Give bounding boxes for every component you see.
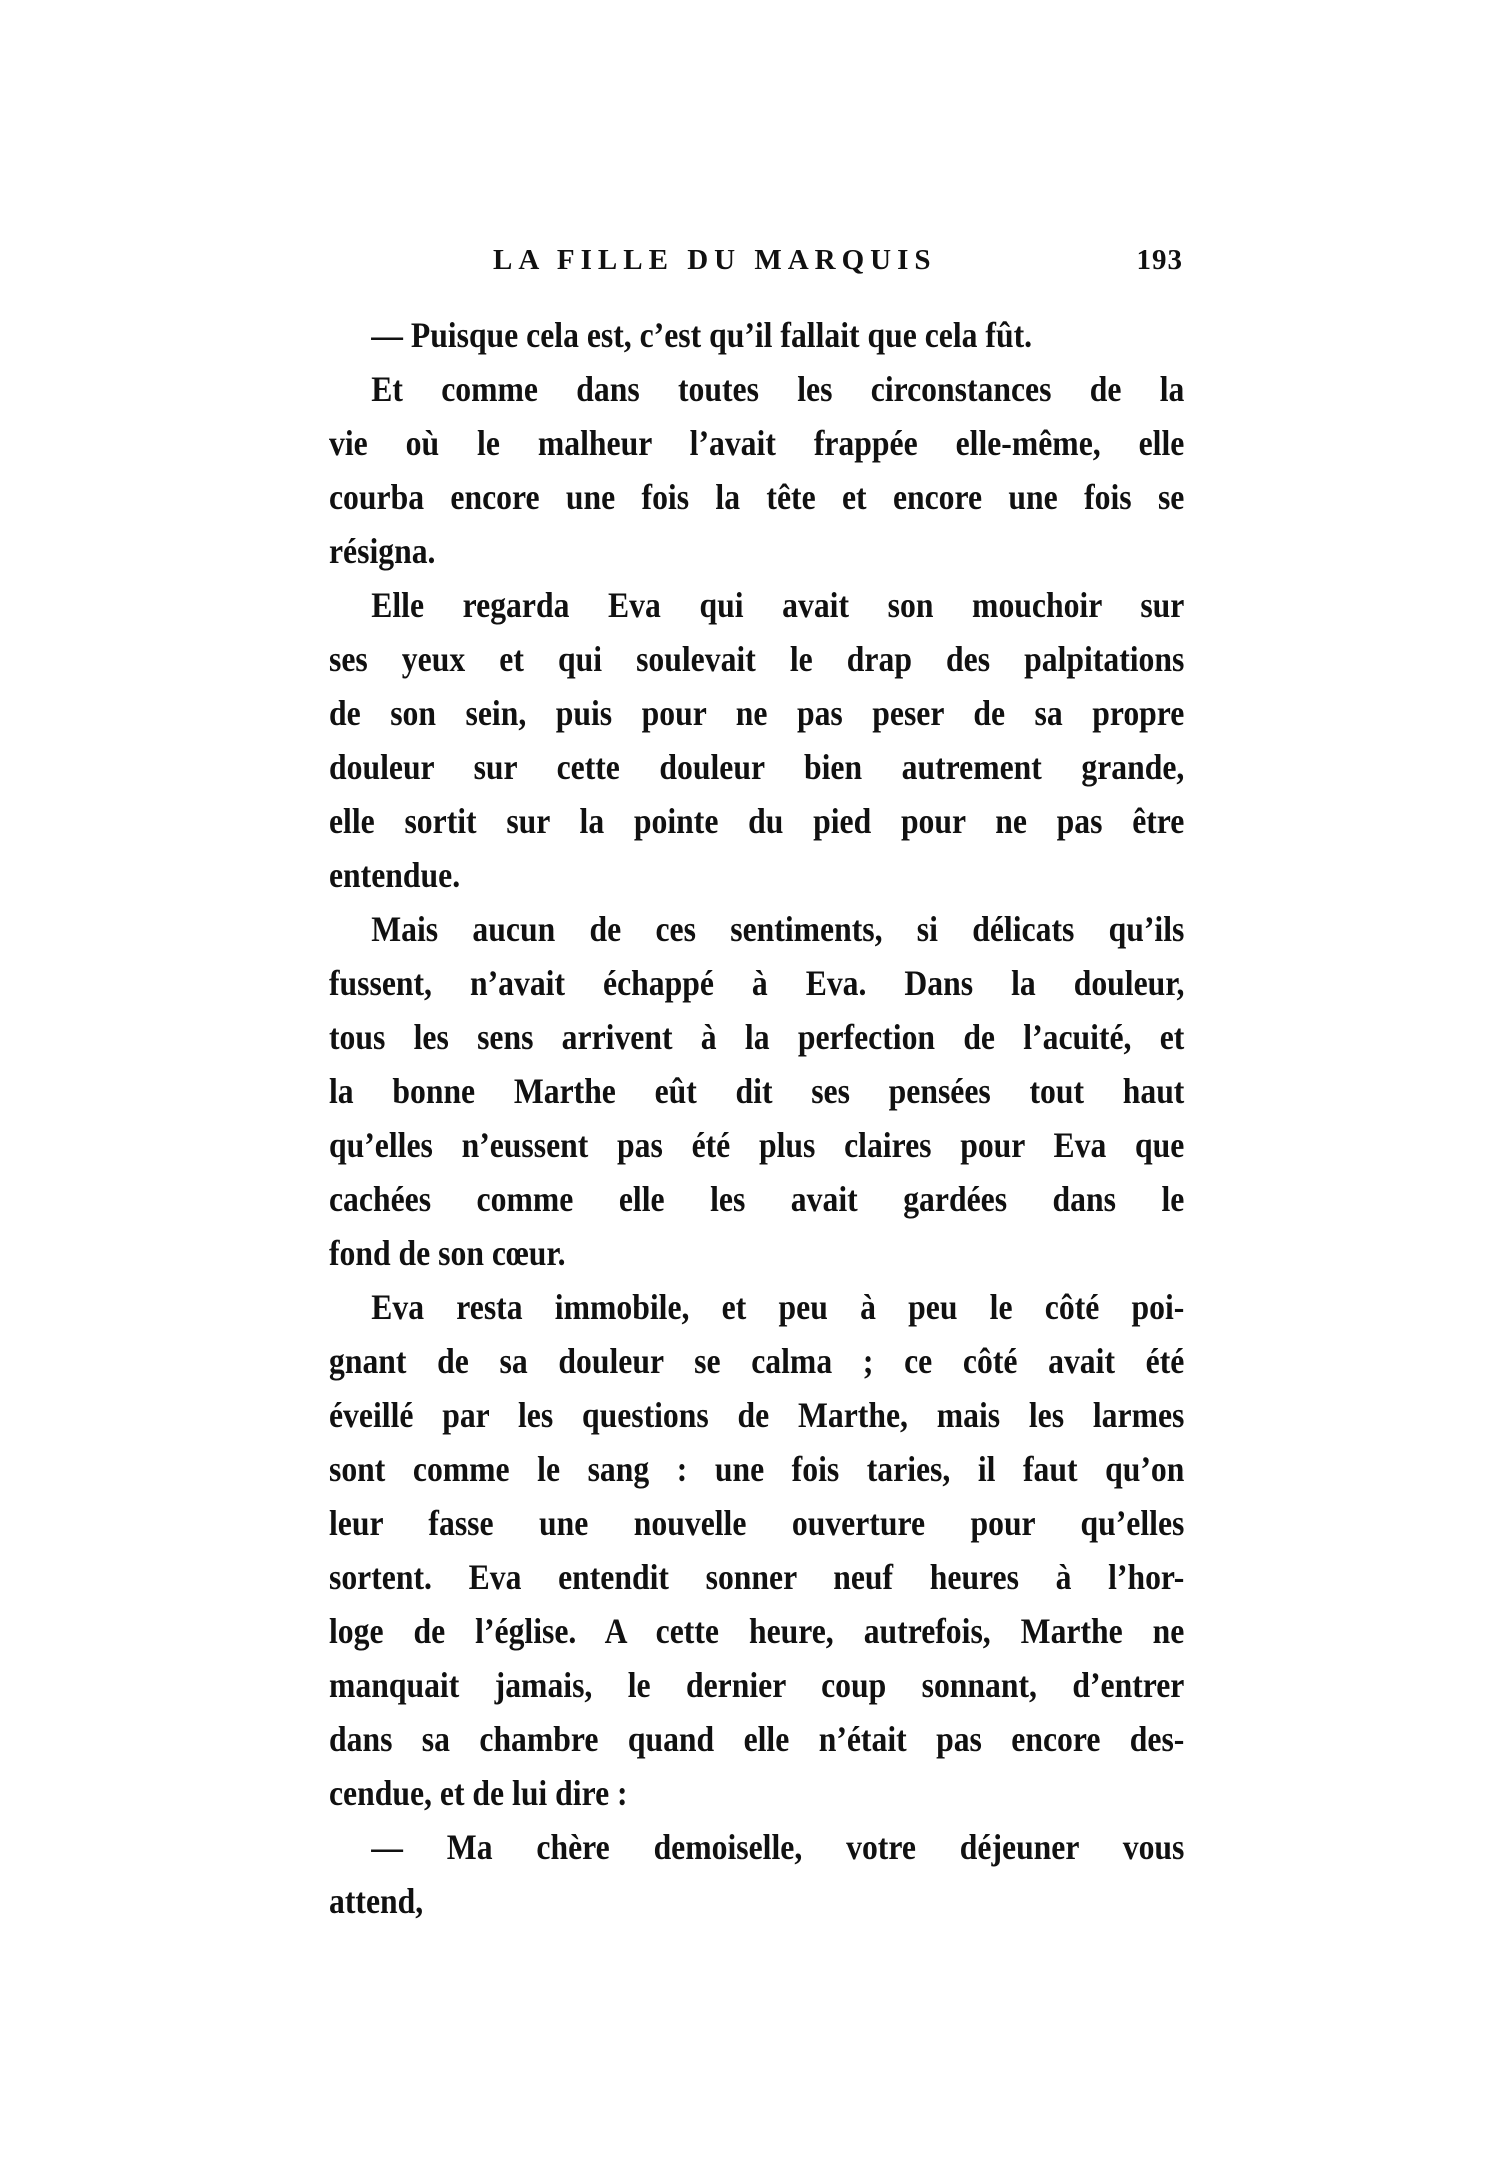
running-header <box>493 244 1183 284</box>
text-line: sont comme le sang : une fois taries, il faut qu’on <box>329 1449 1185 1489</box>
running-title: LA FILLE DU MARQUIS <box>493 244 937 276</box>
text-line: dans sa chambre quand elle n’était pas encore des- <box>329 1719 1185 1759</box>
text-line: la bonne Marthe eût dit ses pensées tout haut <box>329 1071 1185 1111</box>
text-line: attend, <box>329 1881 424 1921</box>
text-line: entendue. <box>329 855 461 895</box>
text-line: — Puisque cela est, c’est qu’il fallait que cela fût. <box>371 315 1033 355</box>
text-line: — Ma chère demoiselle, votre déjeuner vous <box>371 1827 1185 1867</box>
text-line: sortent. Eva entendit sonner neuf heures à l’hor- <box>329 1557 1185 1597</box>
paragraph <box>329 578 1184 902</box>
text-line: cendue, et de lui dire : <box>329 1773 628 1813</box>
text-line: Et comme dans toutes les circonstances de la <box>371 369 1185 409</box>
text-line: cachées comme elle les avait gardées dans le <box>329 1179 1185 1219</box>
text-line: fussent, n’avait échappé à Eva. Dans la douleur, <box>329 963 1185 1003</box>
text-line: fond de son cœur. <box>329 1233 566 1273</box>
text-line: résigna. <box>329 531 436 571</box>
text-line: éveillé par les questions de Marthe, mais les larmes <box>329 1395 1185 1435</box>
paragraph <box>329 1280 1184 1820</box>
text-line: de son sein, puis pour ne pas peser de sa propre <box>329 693 1185 733</box>
text-line: Mais aucun de ces sentiments, si délicats qu’ils <box>371 909 1185 949</box>
page-number: 193 <box>1136 244 1183 276</box>
text-line: manquait jamais, le dernier coup sonnant, d’entrer <box>329 1665 1185 1705</box>
text-line: tous les sens arrivent à la perfection de l’acuité, et <box>329 1017 1185 1057</box>
text-line: elle sortit sur la pointe du pied pour ne pas être <box>329 801 1185 841</box>
text-line: qu’elles n’eussent pas été plus claires pour Eva que <box>329 1125 1185 1165</box>
text-line: leur fasse une nouvelle ouverture pour qu’elles <box>329 1503 1185 1543</box>
paragraph <box>329 308 1184 362</box>
paragraph <box>329 362 1184 578</box>
text-line: loge de l’église. A cette heure, autrefois, Marthe ne <box>329 1611 1185 1651</box>
text-line: Eva resta immobile, et peu à peu le côté poi- <box>371 1287 1185 1327</box>
text-line: courba encore une fois la tête et encore une fois se <box>329 477 1185 517</box>
body-text <box>329 308 1184 1928</box>
text-line: gnant de sa douleur se calma ; ce côté avait été <box>329 1341 1185 1381</box>
text-line: douleur sur cette douleur bien autrement grande, <box>329 747 1185 787</box>
paragraph <box>329 1820 1184 1928</box>
paragraph <box>329 902 1184 1280</box>
text-line: Elle regarda Eva qui avait son mouchoir sur <box>371 585 1185 625</box>
text-line: vie où le malheur l’avait frappée elle-même, elle <box>329 423 1185 463</box>
text-line: ses yeux et qui soulevait le drap des palpitations <box>329 639 1185 679</box>
